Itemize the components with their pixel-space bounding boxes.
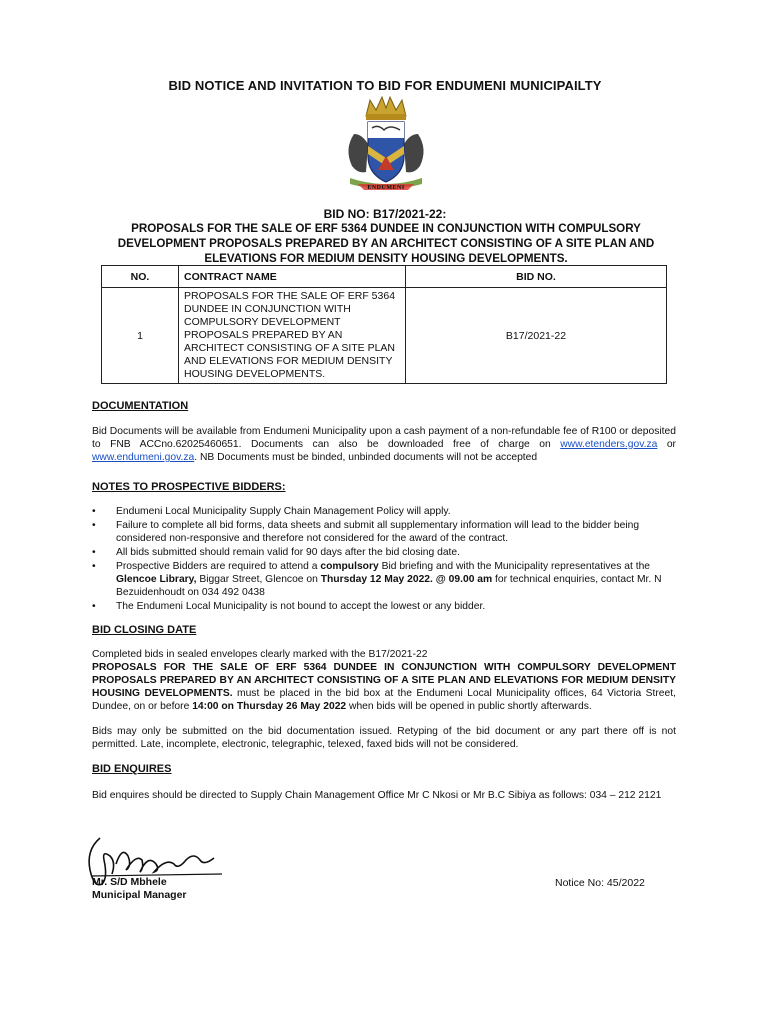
note-text: Biggar Street, Glencoe on <box>196 574 321 585</box>
documentation-paragraph <box>92 425 676 464</box>
notice-number: Notice No: 45/2022 <box>555 877 645 889</box>
documentation-text-1: Bid Documents will be available from Endumeni Municipality upon a cash payment of a non-refundable fee of R100 or deposited to FNB ACCno.62025460651. Documents can also be downloaded free of charge on <box>92 426 676 450</box>
header-contract-name: CONTRACT NAME <box>179 266 406 288</box>
row-no: 1 <box>102 288 179 384</box>
list-item <box>92 546 692 559</box>
closing-text-a: must be placed in the bid box at the Endumeni Local Municipality offices, 64 Victoria Street, Dundee, on or before <box>92 688 676 712</box>
etenders-link[interactable]: www.etenders.gov.za <box>560 439 658 450</box>
documentation-or: or <box>657 439 676 450</box>
municipal-crest-logo <box>336 94 436 196</box>
notes-list <box>92 505 692 614</box>
note-bold-compulsory: compulsory <box>320 561 379 572</box>
note-text: Bid briefing and with the Municipality representatives at the <box>378 561 651 572</box>
enquiries-text: Bid enquires should be directed to Supply Chain Management Office Mr C Nkosi or Mr B.C Sibiya as follows: 034 – 212 2121 <box>92 790 662 801</box>
note-bold-venue: Glencoe Library, <box>116 574 197 585</box>
enquiries-heading: BID ENQUIRES <box>92 763 172 775</box>
table-header-row <box>102 266 667 288</box>
contract-table <box>101 265 667 384</box>
row-bid-no: B17/2021-22 <box>406 288 667 384</box>
note-text: Endumeni Local Municipality Supply Chain Management Policy will apply. <box>116 506 451 517</box>
note-text: The Endumeni Local Municipality is not bound to accept the lowest or any bidder. <box>116 601 486 612</box>
header-bid-no: BID NO. <box>406 266 667 288</box>
list-item <box>92 560 692 599</box>
closing-paragraph-2: Bids may only be submitted on the bid documentation issued. Retyping of the bid document or any part there off is not permitted. Late, incomplete, electronic, telegraphic, telexed, faxed bids will not be considered. <box>92 726 676 750</box>
closing-bold-date: 14:00 on Thursday 26 May 2022 <box>192 701 347 712</box>
signatory-block <box>92 876 187 902</box>
bid-number-line: BID NO: B17/2021-22: <box>323 207 447 221</box>
bid-heading: PROPOSALS FOR THE SALE OF ERF 5364 DUNDEE IN CONJUNCTION WITH COMPULSORY DEVELOPMENT PROPOSALS PREPARED BY AN ARCHITECT CONSISTING OF A SITE PLAN AND ELEVATIONS FOR MEDIUM DENSITY HOUSING DEVELOPMENTS. <box>117 222 655 265</box>
closing-heading: BID CLOSING DATE <box>92 624 197 636</box>
header-no: NO. <box>102 266 179 288</box>
list-item <box>92 600 692 613</box>
note-text: Prospective Bidders are required to attend a <box>116 561 321 572</box>
documentation-text-2: . NB Documents must be binded, unbinded documents will not be accepted <box>194 452 538 463</box>
endumeni-link[interactable]: www.endumeni.gov.za <box>92 452 195 463</box>
crest-label: ENDUMENI <box>367 185 405 191</box>
signatory-name: Mr. S/D Mbhele <box>92 876 167 888</box>
documentation-heading: DOCUMENTATION <box>92 400 189 412</box>
table-row <box>102 288 667 384</box>
closing-paragraph <box>92 661 676 713</box>
signatory-role: Municipal Manager <box>92 889 187 901</box>
closing-bold-title: PROPOSALS FOR THE SALE OF ERF 5364 DUNDEE IN CONJUNCTION WITH COMPULSORY DEVELOPMENT PROPOSALS PREPARED BY AN ARCHITECT CONSISTING OF A SITE PLAN AND ELEVATIONS FOR MEDIUM DENSITY HOUSING DEVELOPMENTS. <box>92 662 676 699</box>
row-contract-name: PROPOSALS FOR THE SALE OF ERF 5364 DUNDEE IN CONJUNCTION WITH COMPULSORY DEVELOPMENT PROPOSALS PREPARED BY AN ARCHITECT CONSISTING OF A SITE PLAN AND ELEVATIONS FOR MEDIUM DENSITY HOUSING DEVELOPMENTS. <box>179 288 406 384</box>
closing-text-b: when bids will be opened in public shortly afterwards. <box>346 701 592 712</box>
list-item <box>92 519 692 545</box>
note-bold-date: Thursday 12 May 2022. @ 09.00 am <box>320 574 493 585</box>
note-text: All bids submitted should remain valid for 90 days after the bid closing date. <box>116 547 460 558</box>
document-title: BID NOTICE AND INVITATION TO BID FOR ENDUMENI MUNICIPAILTY <box>168 78 602 93</box>
list-item <box>92 505 692 518</box>
closing-line-1: Completed bids in sealed envelopes clearly marked with the B17/2021-22 <box>92 649 428 660</box>
note-text: Failure to complete all bid forms, data sheets and submit all supplementary information will lead to the bidder being considered non-responsive and therefore not considered for the award of the contract. <box>116 520 640 544</box>
notes-heading: NOTES TO PROSPECTIVE BIDDERS: <box>92 481 286 493</box>
note-text: for technical enquiries, contact Mr. N Bezuidenhoudt on 034 492 0438 <box>116 574 662 598</box>
